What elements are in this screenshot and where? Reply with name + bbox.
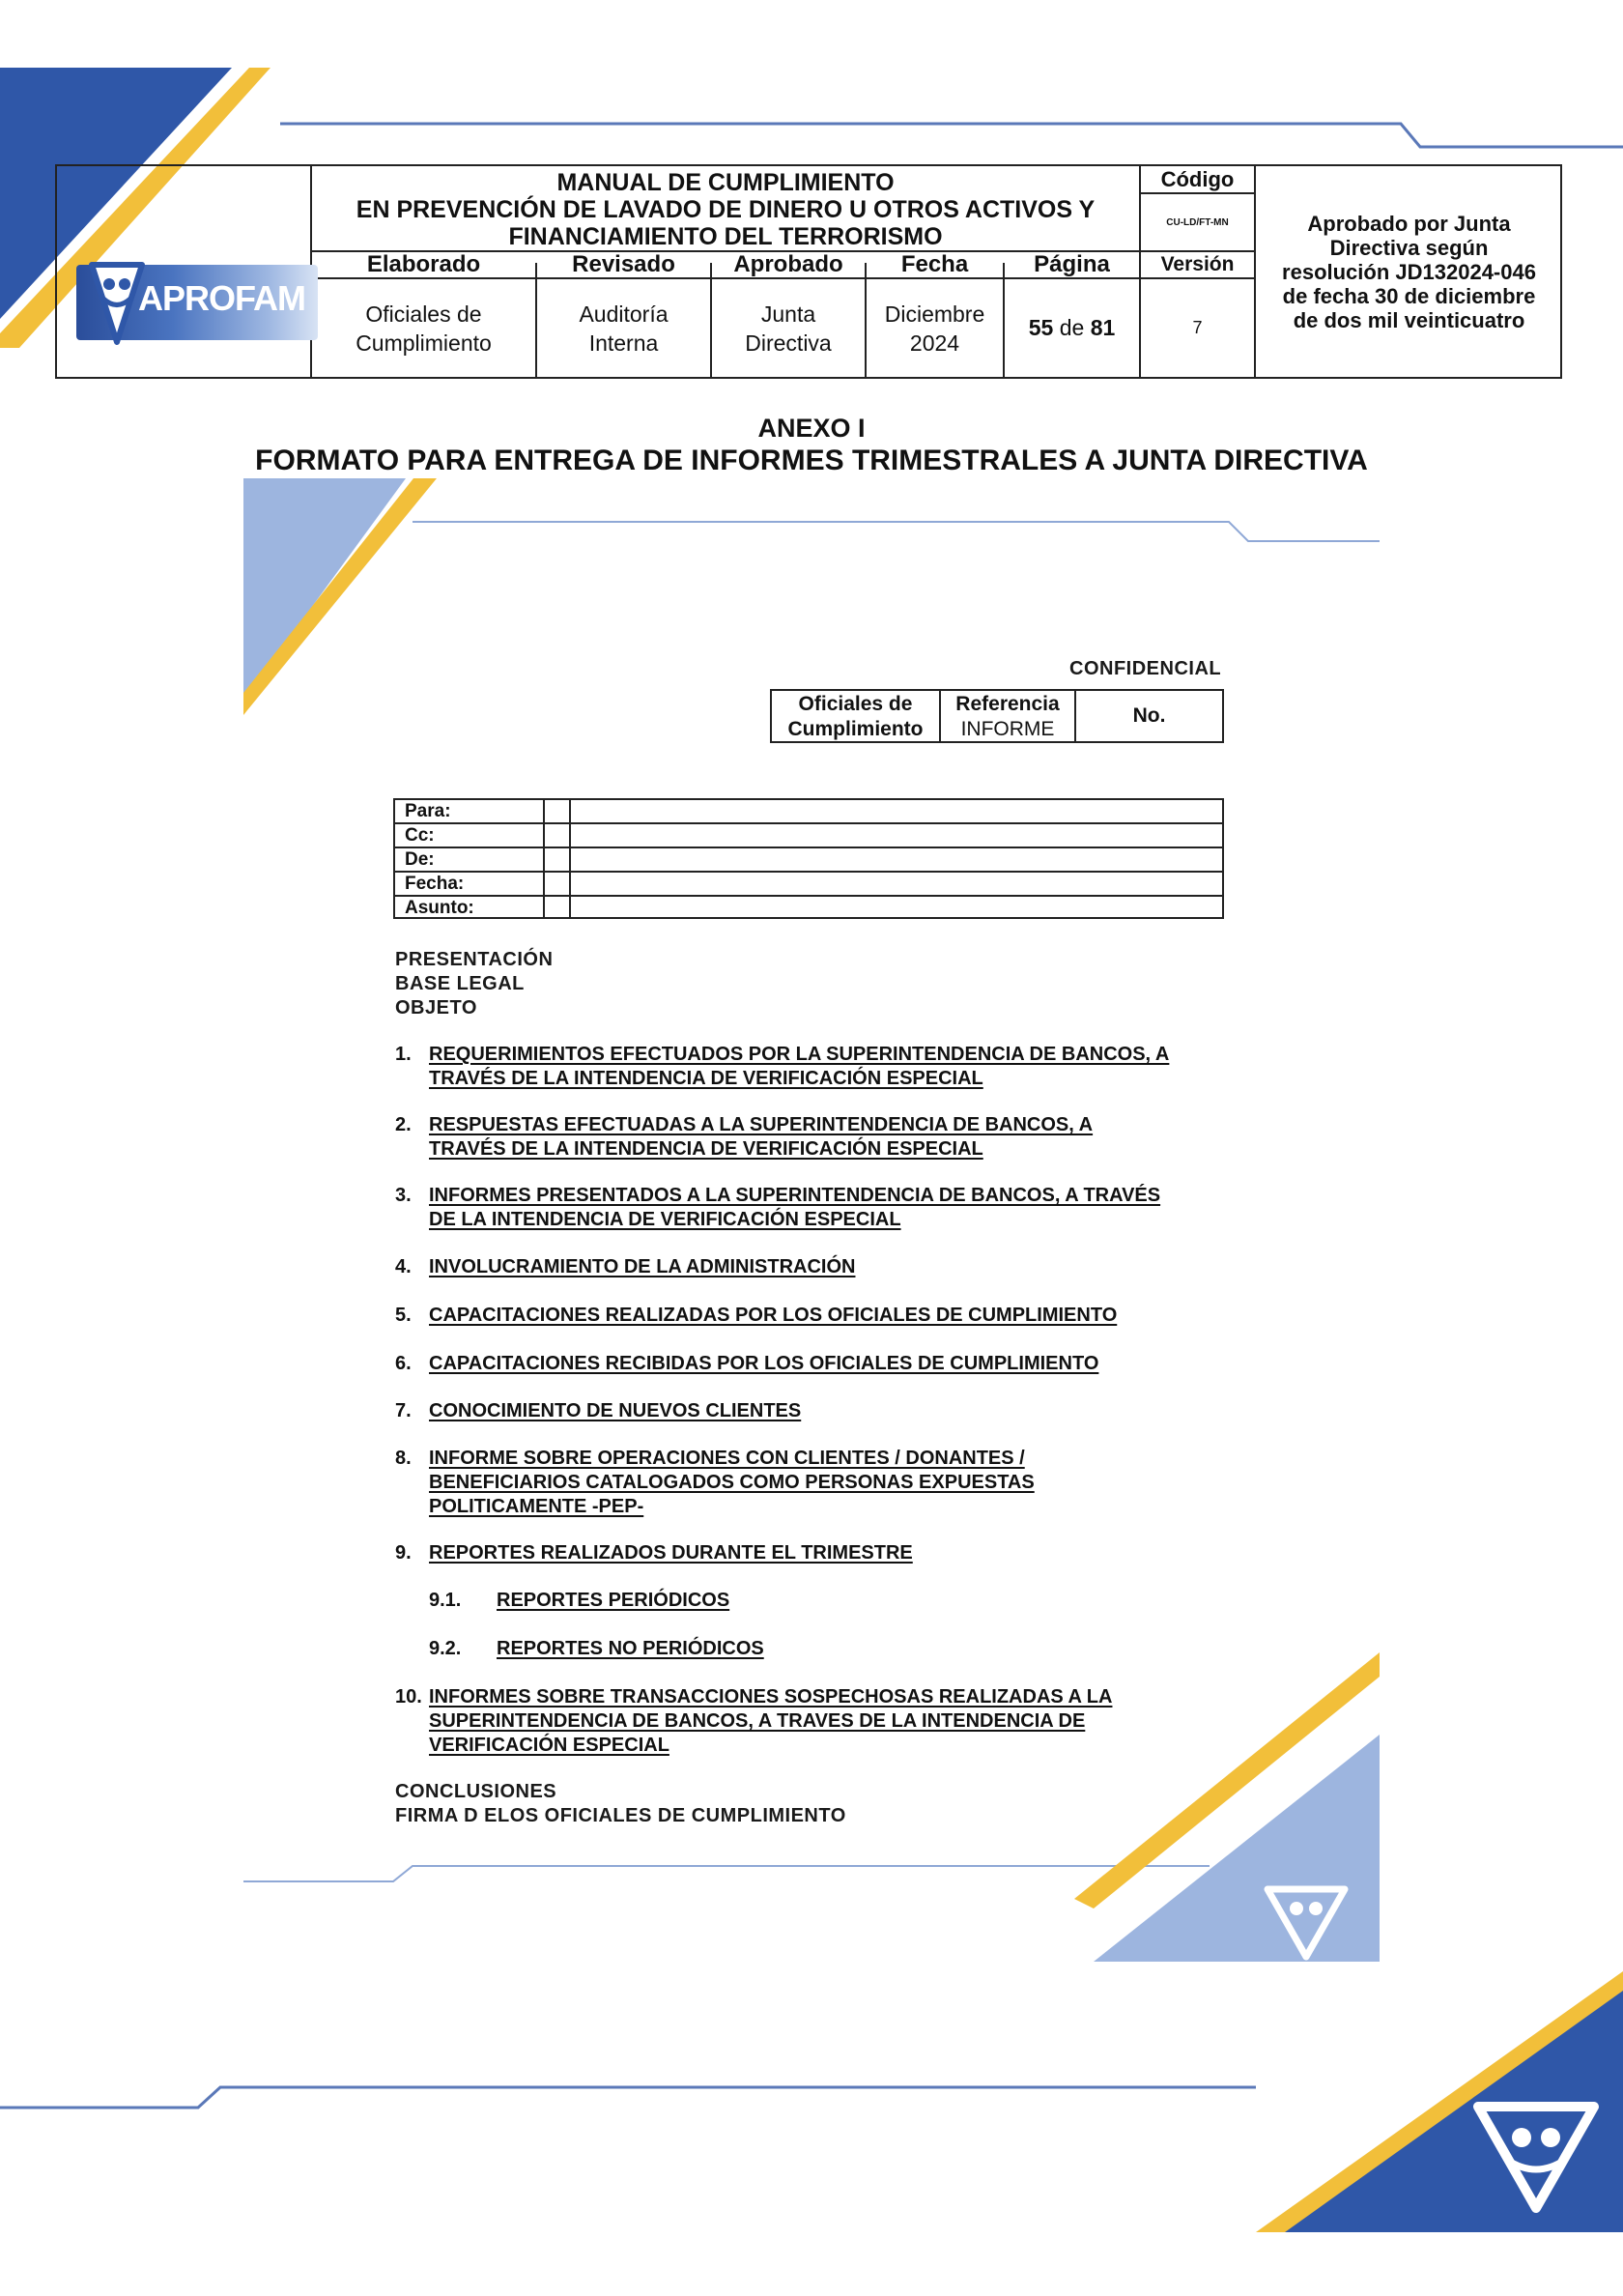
item-9: REPORTES REALIZADOS DURANTE EL TRIMESTRE — [429, 1542, 913, 1564]
ref-officials: Oficiales de Cumplimiento — [772, 691, 941, 741]
report-format-sample: CONFIDENCIAL Oficiales de Cumplimiento Referencia INFORME No. Para: Cc: De: Fecha: Asunto: PRESENTACIÓN BASE LEGAL OBJETO 1. REQUERIMIENTOS EFECTUADOS POR LA SUPERINTENDENCIA DE BANCOS, A TRAVÉS DE LA INTENDENCIA DE VERIFICACIÓN ESPECIAL 2. RESPUESTAS EFECTUADAS A LA SUPERINTENDENCIA DE BANCOS, A TRAVÉS DE LA INTENDENCIA DE VERIFICACIÓN ESPECIAL 3. INFORMES PRESENTADOS A LA SUPERINTENDENCIA DE BANCOS, A TRAVÉS DE LA INTENDENCIA DE VERIFICACIÓN ESPECIAL 4. INVOLUCRAMIENTO DE LA ADMINISTRACIÓN 5. CAPACITACIONES REALIZADAS POR LOS OFICIALES DE CUMPLIMIENTO 6. CAPACITACIONES RECIBIDAS POR LOS OFICIALES DE CUMPLIMIENTO 7. CONOCIMIENTO DE NUEVOS CLIENTES 8. INFORME SOBRE OPERACIONES CON CLIENTES / DONANTES / BENEFICIARIOS CATALOGADOS COMO PERSONAS EXPUESTAS POLITICAMENTE -PEP- 9. REPORTES REALIZADOS DURANTE EL TRIMESTRE 9.1. REPORTES PERIÓDICOS 9.2. REPORTES NO PERIÓDICOS 10. INFORMES SOBRE TRANSACCIONES SOSPECHOSAS REALIZADAS A LA SUPERINTENDENCIA DE BANCOS, A TRAVES DE LA INTENDENCIA DE VERIFICACIÓN ESPECIAL CONCLUSIONES FIRMA D ELOS OFICIALES DE CUMPLIMIENTO — [243, 478, 1380, 1962]
item-4: INVOLUCRAMIENTO DE LA ADMINISTRACIÓN — [429, 1256, 856, 1277]
ref-number: No. — [1132, 704, 1166, 727]
annex-subtitle: FORMATO PARA ENTREGA DE INFORMES TRIMESTRALES A JUNTA DIRECTIVA — [255, 445, 1368, 476]
pagina-label: Página — [1034, 251, 1110, 277]
codigo-label: Código — [1160, 166, 1235, 191]
pagina-value: 55 de 81 — [1028, 315, 1116, 340]
aprofam-logo — [76, 265, 318, 340]
item-7: CONOCIMIENTO DE NUEVOS CLIENTES — [429, 1400, 802, 1421]
annex-title: ANEXO I — [757, 414, 866, 443]
approval-note: Aprobado por Junta Directiva según resolución JD132024-046 de fecha 30 de diciembre de dos mil veinticuatro — [1282, 211, 1536, 332]
item-9-2: REPORTES NO PERIÓDICOS — [497, 1638, 764, 1659]
elaborado-label: Elaborado — [366, 251, 481, 277]
fecha-label: Fecha — [900, 251, 969, 277]
intro-sections: PRESENTACIÓN BASE LEGAL OBJETO — [395, 949, 554, 1019]
ref-reference: Referencia INFORME — [941, 691, 1076, 741]
memo-row-asunto: Asunto: — [405, 898, 474, 918]
memo-header-table — [393, 798, 1224, 919]
revisado-label: Revisado — [572, 251, 675, 277]
footer-line — [0, 2087, 1256, 2108]
item-3: INFORMES PRESENTADOS A LA SUPERINTENDENCIA DE BANCOS, A TRAVÉS DE LA INTENDENCIA DE VERIFICACIÓN ESPECIAL — [429, 1185, 1161, 1230]
fecha-value: Diciembre 2024 — [884, 301, 985, 356]
item-6: CAPACITACIONES RECIBIDAS POR LOS OFICIALES DE CUMPLIMIENTO — [429, 1353, 1099, 1374]
codigo-value: CU-LD/FT-MN — [1166, 216, 1229, 228]
version-value: 7 — [1192, 318, 1203, 337]
closing-sections: CONCLUSIONES FIRMA D ELOS OFICIALES DE CUMPLIMIENTO — [395, 1781, 846, 1826]
version-label: Versión — [1160, 253, 1235, 275]
item-2: RESPUESTAS EFECTUADAS A LA SUPERINTENDENCIA DE BANCOS, A TRAVÉS DE LA INTENDENCIA DE VERIFICACIÓN ESPECIAL — [429, 1114, 1094, 1160]
aprobado-label: Aprobado — [733, 251, 843, 277]
item-5: CAPACITACIONES REALIZADAS POR LOS OFICIALES DE CUMPLIMIENTO — [429, 1305, 1118, 1326]
header-line — [280, 124, 1623, 147]
elaborado-value: Oficiales de Cumplimiento — [356, 301, 492, 356]
revisado-value: Auditoría Interna — [579, 301, 669, 356]
logo-emblem-icon — [88, 255, 146, 352]
aprobado-value: Junta Directiva — [745, 301, 832, 356]
memo-row-para: Para: — [395, 800, 1222, 824]
memo-row-cc: Cc: — [395, 824, 1222, 848]
reference-table — [770, 689, 1224, 743]
memo-row-de: De: — [395, 848, 1222, 873]
item-1: REQUERIMIENTOS EFECTUADOS POR LA SUPERINTENDENCIA DE BANCOS, A TRAVÉS DE LA INTENDENCIA DE VERIFICACIÓN ESPECIAL — [429, 1044, 1170, 1089]
confidential-label: CONFIDENCIAL — [1069, 658, 1222, 679]
memo-row-fecha: Fecha: — [395, 873, 1222, 897]
item-9-1: REPORTES PERIÓDICOS — [497, 1590, 730, 1611]
item-10: INFORMES SOBRE TRANSACCIONES SOSPECHOSAS REALIZADAS A LA SUPERINTENDENCIA DE BANCOS, A TRAVES DE LA INTENDENCIA DE VERIFICACIÓN ESPECIAL — [429, 1686, 1113, 1756]
logo-text: APROFAM — [138, 278, 305, 318]
manual-title: MANUAL DE CUMPLIMIENTO EN PREVENCIÓN DE LAVADO DE DINERO U OTROS ACTIVOS Y FINANCIAMIENTO DEL TERRORISMO — [356, 168, 1096, 250]
item-8: INFORME SOBRE OPERACIONES CON CLIENTES / DONANTES / BENEFICIARIOS CATALOGADOS COMO PERSONAS EXPUESTAS POLITICAMENTE -PEP- — [429, 1448, 1035, 1517]
document-header-table — [55, 164, 1562, 379]
